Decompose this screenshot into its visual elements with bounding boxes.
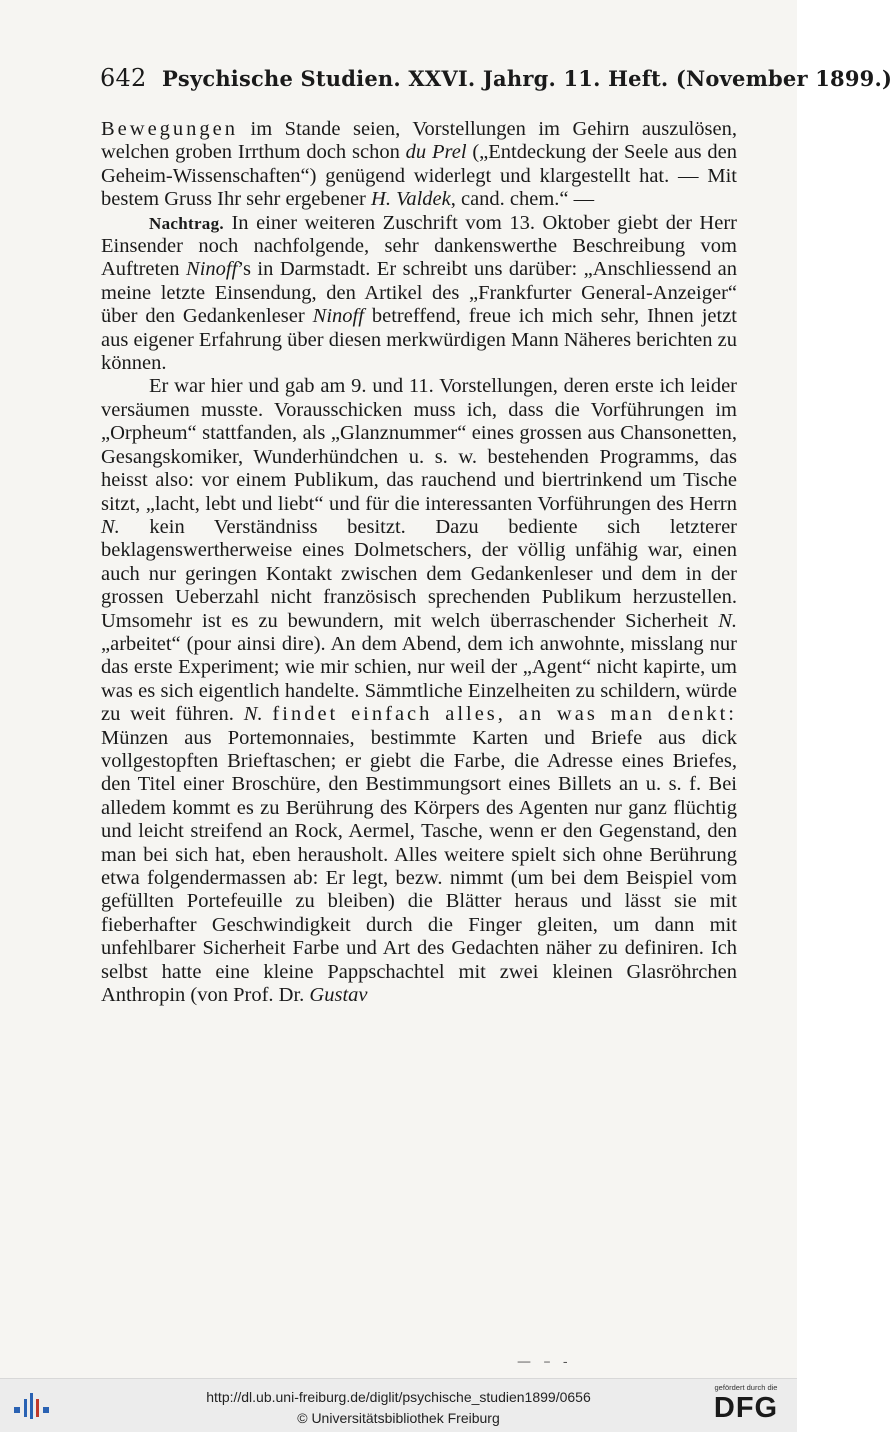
text-run: In einer weiteren Zuschrift vom 13. Oktober giebt der Herr Einsender noch nachfolgende, sehr dankenswerthe Beschreibung vom Auftreten xyxy=(101,211,737,281)
text-run: ’s in Darmstadt. Er schreibt uns darüber: „Anschliessend an meine letzte Einsendung, den Artikel des „Frankfurter General-Anzeiger“ über den Gedankenleser xyxy=(101,258,738,328)
text-run: „arbeitet“ (pour ainsi dire). An dem Abend, dem ich anwohnte, misslang nur das erste Experiment; wie mir schien, nur weil der „Agent“ nicht kapirte, um was es sich eigentlich handelte. Sämmtliche Einzelheiten zu schildern, würde zu weit führen. xyxy=(101,632,737,726)
body-text xyxy=(101,118,737,1007)
text-run: Gustav xyxy=(309,984,368,1007)
running-header xyxy=(100,64,892,92)
text-run: N. xyxy=(243,703,263,726)
text-run: („Entdeckung der Seele aus den Geheim-Wissenschaften“) genügend widerlegt und klargestellt hat. — Mit bestem Gruss Ihr sehr ergebener xyxy=(101,141,737,211)
source-url[interactable]: http://dl.ub.uni-freiburg.de/diglit/psychische_studien1899/0656 xyxy=(206,1389,591,1405)
text-run: Ninoff xyxy=(312,305,364,328)
copyright-notice: © Universitätsbibliothek Freiburg xyxy=(297,1410,500,1426)
text-run xyxy=(263,703,273,725)
text-run: du Prel xyxy=(405,141,467,164)
text-run: Er war hier und gab am 9. und 11. Vorstellungen, deren erste ich leider versäumen musste. Vorausschicken muss ich, dass die Vorführungen im „Orpheum“ stattfanden, als „Glanznummer“ eines grossen aus Chansonetten, Gesangskomiker, Wunderhündchen u. s. w. bestehenden Programms, das heisst also: vor einem Publikum, das rauchend und biertrinkend um Tische sitzt, „lacht, lebt und liebt“ und für die interessanten Vorführungen des Herrn xyxy=(101,375,737,515)
text-run: findet einfach alles, an was man denkt: xyxy=(272,703,738,726)
paragraph-3 xyxy=(101,375,737,1007)
text-run: H. Valdek xyxy=(371,188,451,211)
text-run: N. xyxy=(718,609,737,632)
paragraph-1 xyxy=(101,118,737,212)
text-run: N. xyxy=(101,515,120,538)
dfg-logo xyxy=(705,1383,787,1429)
running-title: Psychische Studien. XXVI. Jahrg. 11. Heft. (November 1899.) xyxy=(161,66,892,91)
funder-caption: gefördert durch die xyxy=(714,1383,778,1392)
text-run: Münzen aus Portemonnaies, bestimmte Karten und Briefe aus dick vollgestopften Brieftaschen; er giebt die Farbe, die Adresse eines Briefes, den Titel einer Broschüre, den Bestimmungsort eines Billets an u. s. f. Bei alledem kommt es zu Berührung des Körpers des Agenten nur ganz flüchtig und leicht streifend an Rock, Aermel, Tasche, wenn er den Gegenstand, den man bei sich hat, eben herausholt. Alles weitere spielt sich ohne Berührung etwa folgendermassen ab: Er legt, bezw. nimmt (um bei dem Beispiel vom gefüllten Portefeuille zu bleiben) die Blätter heraus und lässt sie mit fieberhafter Geschwindigkeit durch die Finger gleiten, um dann mit unfehlbarer Sicherheit Farbe und Art des Gedachten näher zu definiren. Ich selbst hatte eine kleine Pappschachtel mit zwei kleinen Glasröhrchen Anthropin (von Prof. Dr. xyxy=(101,726,737,1007)
paragraph-2 xyxy=(101,212,737,376)
viewer-footer-bar xyxy=(0,1378,797,1432)
text-run: kein Verständniss besitzt. Dazu bediente sich letzterer beklagenswertherweise eines Dolmetschers, der völlig unfähig war, einen auch nur geringen Kontakt zwischen dem Gedankenleser und dem in der grossen Ueberzahl nicht französisch sprechenden Publikum herzustellen. Umsomehr ist es zu bewundern, mit welch überraschender Sicherheit xyxy=(101,515,737,632)
text-run: , cand. chem.“ — xyxy=(450,188,595,211)
dfg-logo-text: DFG xyxy=(713,1392,779,1424)
text-run: im Stande seien, Vorstellungen im Gehirn auszulösen, welchen groben Irrthum doch schon xyxy=(101,118,737,164)
text-run: betreffend, freue ich mich sehr, Ihnen jetzt aus eigener Erfahrung über diesen merkwürdigen Mann Näheres berichten zu können. xyxy=(101,305,737,375)
text-run: Ninoff xyxy=(186,258,238,281)
text-run: Nachtrag. xyxy=(149,213,224,233)
page-number: 642 xyxy=(100,64,147,92)
text-run: Bewegungen xyxy=(101,118,239,140)
page-footer-marks: — – - xyxy=(517,1354,572,1370)
